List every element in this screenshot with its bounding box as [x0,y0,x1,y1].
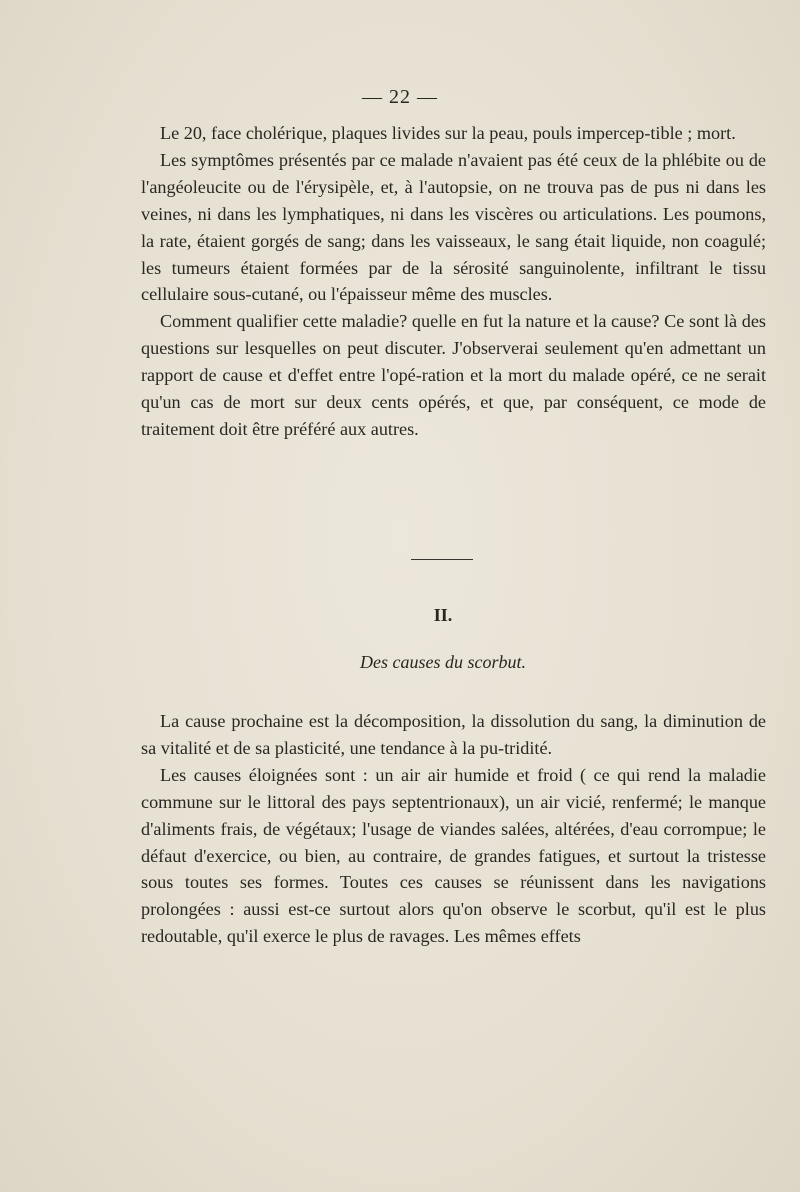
paragraph: Les symptômes présentés par ce malade n'avaient pas été ceux de la phlébite ou de l'angéoleucite ou de l'érysipèle, et, à l'autopsie, on ne trouva pas de pus ni dans les veines, ni dans les lymphatiques, ni dans les viscères ou articulations. Les poumons, la rate, étaient gorgés de sang; dans les vaisseaux, le sang était liquide, non coagulé; les tumeurs étaient formées par de la sérosité sanguinolente, infiltrant le tissu cellulaire sous-cutané, ou l'épaisseur même des muscles. [141,149,766,305]
page-number: — 22 — [362,86,438,108]
section-number: II. [433,605,453,625]
paragraph: Comment qualifier cette maladie? quelle en fut la nature et la cause? Ce sont là des questions sur lesquelles on peut discuter. J'observerai seulement qu'en admettant un rapport de cause et d'effet entre l'opé-ration et la mort du malade opéré, ce ne serait qu'un cas de mort sur deux cents opérés, et que, par conséquent, ce mode de traitement doit être préféré aux autres. [141,311,766,439]
text-block-before-section [141,120,766,443]
paragraph: Les causes éloignées sont : un air air humide et froid ( ce qui rend la maladie commune sur le littoral des pays septentrionaux), un air vicié, renfermé; le manque d'aliments frais, de végétaux; l'usage de viandes salées, altérées, d'eau corrompue; le défaut d'exercice, ou bien, au contraire, de grandes fatigues, et surtout la tristesse sous toutes ses formes. Toutes ces causes se réunissent dans les navigations prolongées : aussi est-ce surtout alors qu'on observe le scorbut, qu'il est le plus redoutable, qu'il exerce le plus de ravages. Les mêmes effets [141,764,766,947]
section-title: Des causes du scorbut. [360,652,526,672]
text-block-after-section [141,708,766,950]
paragraph: Le 20, face cholérique, plaques livides sur la peau, pouls impercep-tible ; mort. [160,123,736,143]
paragraph: La cause prochaine est la décomposition, la dissolution du sang, la diminution de sa vitalité et de sa plasticité, une tendance à la pu-tridité. [141,711,766,758]
section-divider [411,559,473,560]
